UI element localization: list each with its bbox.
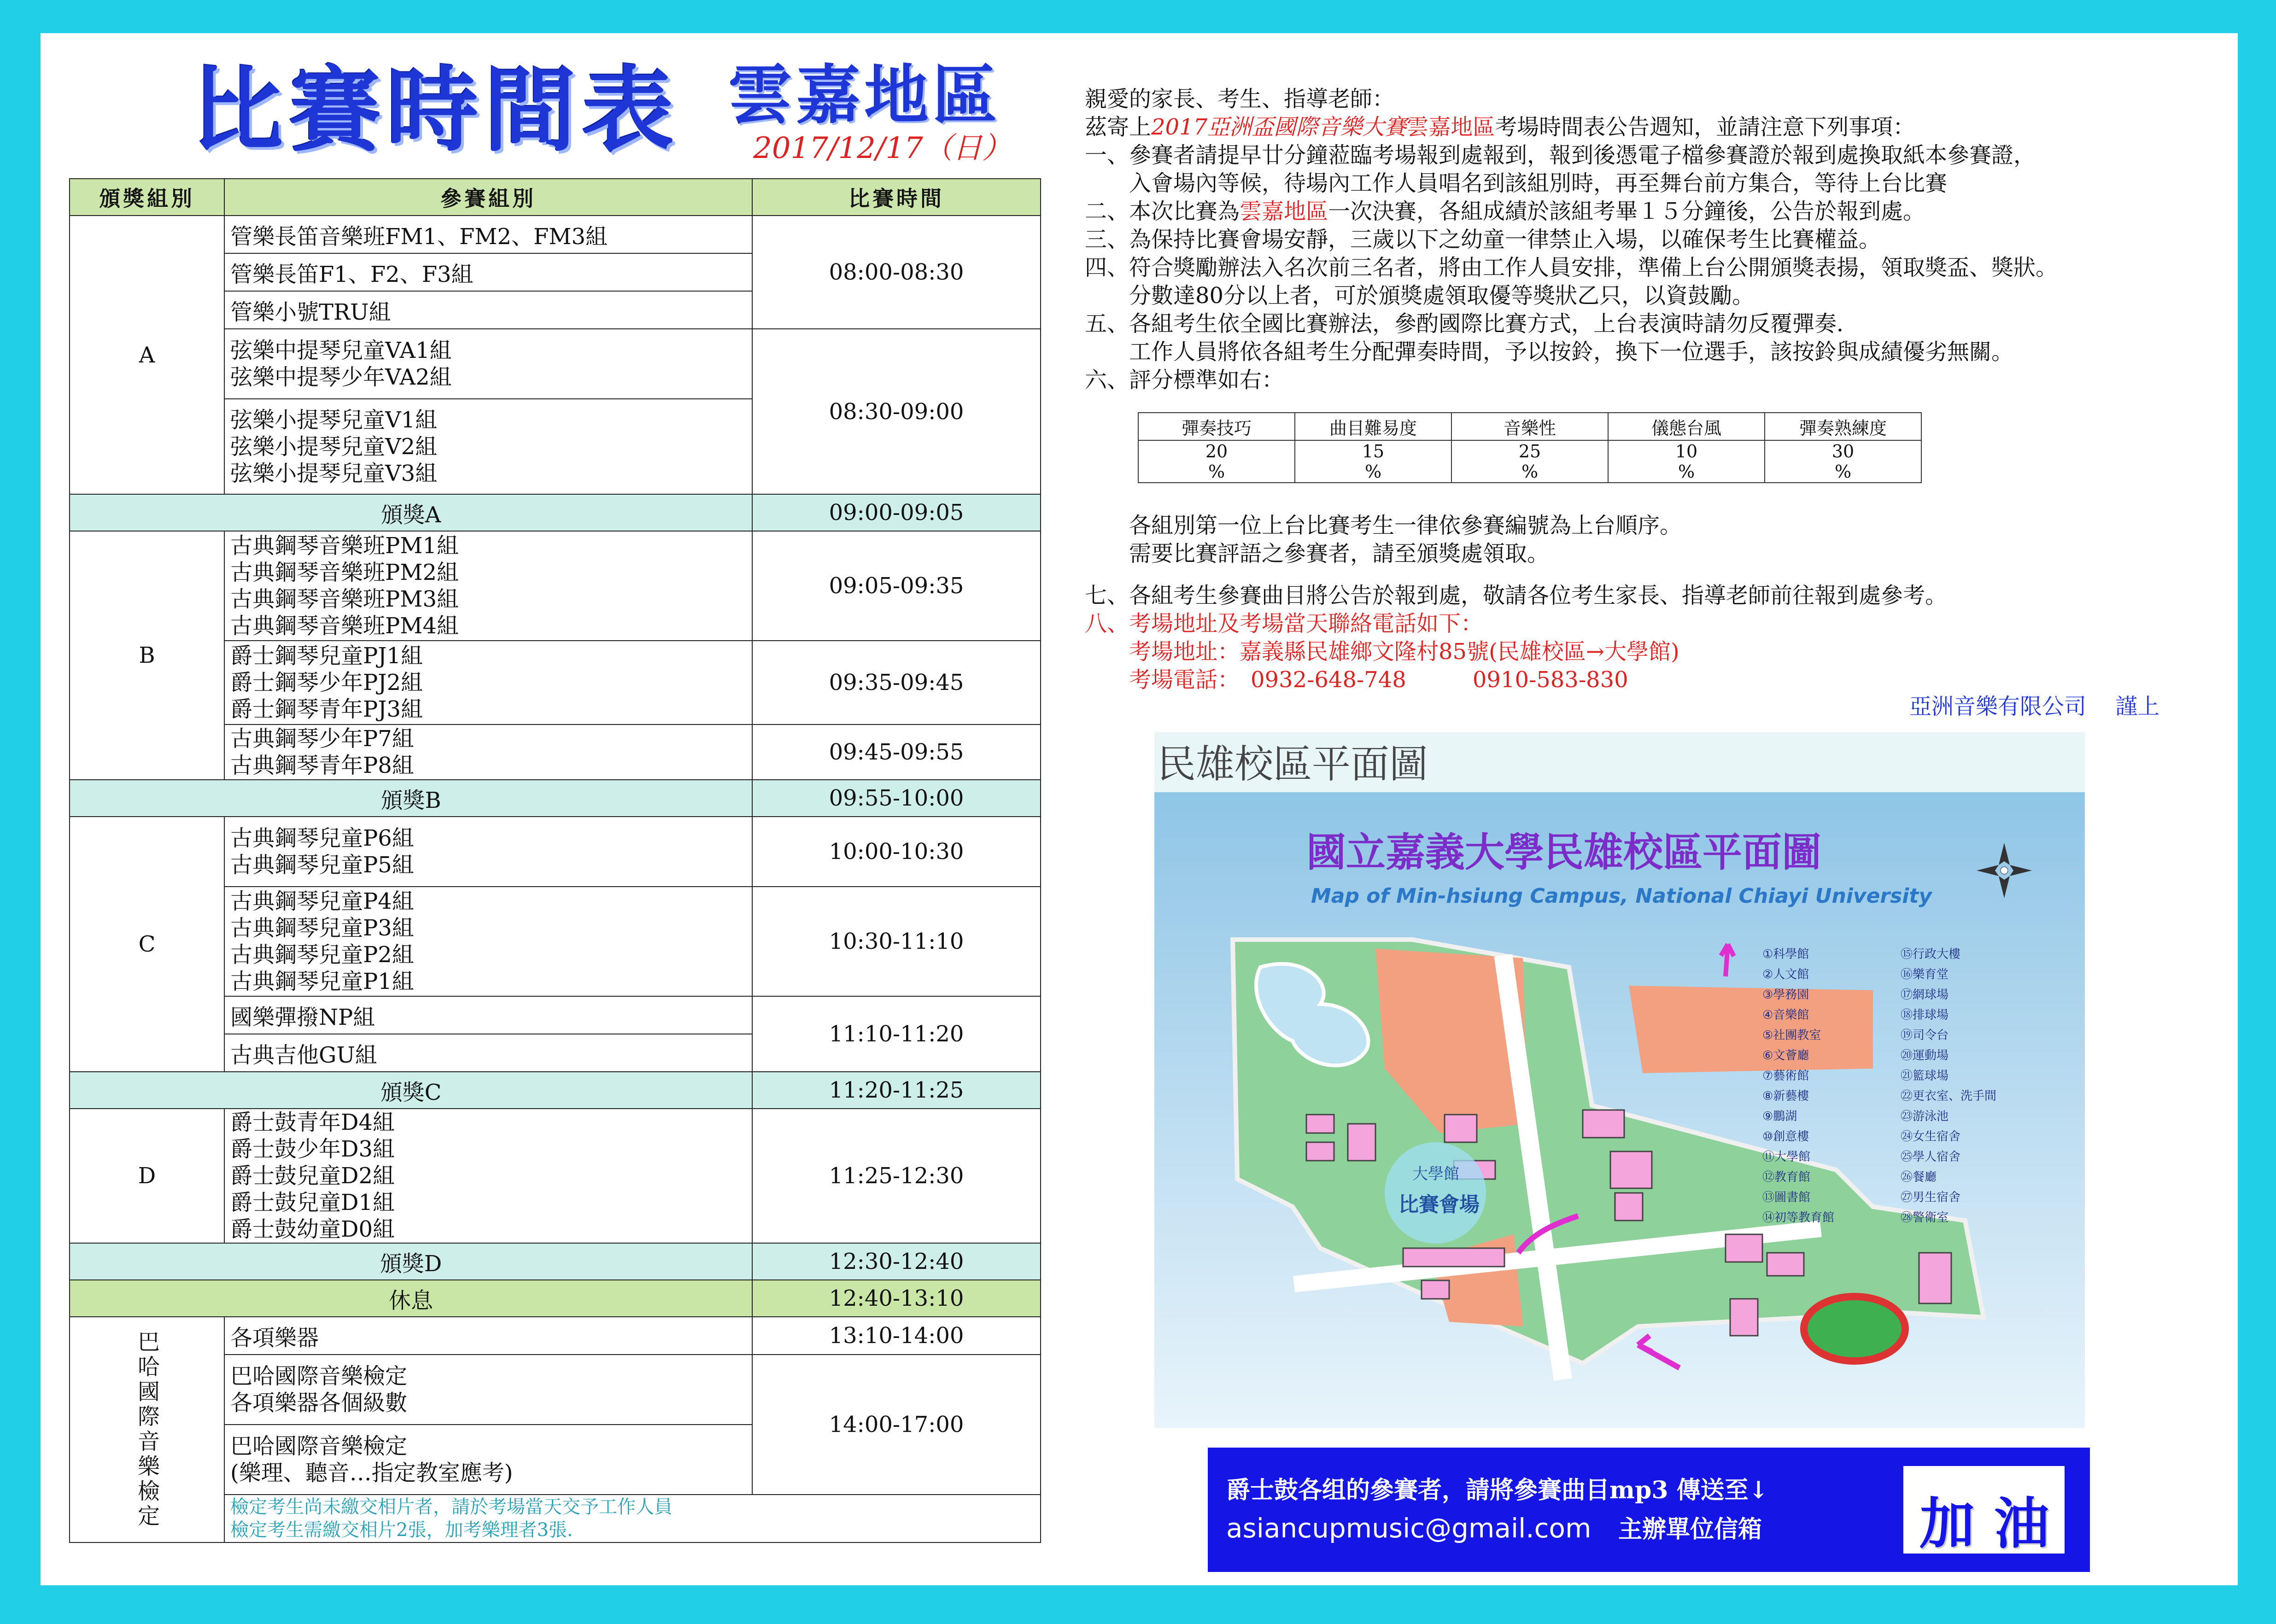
email-label: 主辦單位信箱 [1618, 1515, 1762, 1543]
svg-text:⑦藝術館: ⑦藝術館 [1762, 1069, 1809, 1083]
slot-time: 08:30-09:00 [752, 329, 1041, 494]
slot-time: 10:30-11:10 [752, 887, 1041, 996]
svg-text:⑪大學館: ⑪大學館 [1762, 1150, 1811, 1164]
venue-building-label: 大學館 [1412, 1165, 1459, 1183]
slot-time: 08:00-08:30 [752, 216, 1041, 329]
list-item: 管樂長笛F1、F2、F3組 [224, 253, 752, 291]
award-label: 頒獎A [70, 494, 752, 531]
award-time: 09:00-09:05 [752, 494, 1041, 531]
score-weight: 20 % [1138, 440, 1295, 483]
venue-address: 考場地址：嘉義縣民雄鄉文隆村85號(民雄校區→大學館) [1085, 639, 1679, 665]
slot-time: 09:45-09:55 [752, 724, 1041, 780]
svg-text:⑬圖書館: ⑬圖書館 [1762, 1191, 1811, 1204]
notice-item-8: 八、考場地址及考場當天聯絡電話如下： [1085, 611, 1483, 637]
schedule-table [69, 178, 1041, 1543]
table-row [70, 1109, 1041, 1243]
score-weight: 10 % [1608, 440, 1765, 483]
list-item: 古典鋼琴少年P7組 古典鋼琴青年P8組 [224, 724, 752, 780]
svg-text:⑯樂育堂: ⑯樂育堂 [1901, 968, 1949, 981]
table-row [1138, 413, 1921, 440]
map-title-zh: 國立嘉義大學民雄校區平面圖 [1306, 830, 1821, 876]
group-label-a: A [70, 216, 224, 494]
svg-text:㉓游泳池: ㉓游泳池 [1901, 1110, 1949, 1123]
score-criterion: 曲目難易度 [1295, 413, 1451, 440]
venue-phone: 考場電話： 0932-648-748 0910-583-830 [1085, 667, 1628, 693]
exam-label-cell [70, 1317, 224, 1542]
score-criterion: 音樂性 [1451, 413, 1608, 440]
list-item: 古典鋼琴兒童P4組 古典鋼琴兒童P3組 古典鋼琴兒童P2組 古典鋼琴兒童P1組 [224, 887, 752, 996]
campus-plot [1629, 986, 1873, 1073]
exam-label: 巴哈國際音樂檢定 [134, 1330, 160, 1529]
campus-map-heading: 民雄校區平面圖 [1157, 742, 1428, 787]
slot-time: 11:25-12:30 [752, 1109, 1041, 1243]
notice-item: 三、為保持比賽會場安靜，三歲以下之幼童一律禁止入場，以確保考生比賽權益。 [1085, 227, 1881, 252]
slot-time: 14:00-17:00 [752, 1355, 1041, 1495]
item2-prefix: 二、本次比賽為 [1085, 199, 1240, 224]
svg-text:㉑籃球場: ㉑籃球場 [1901, 1069, 1949, 1083]
campus-map [1154, 792, 2085, 1428]
award-time: 11:20-11:25 [752, 1072, 1041, 1109]
exam-notes [224, 1495, 1041, 1542]
svg-text:㉕學人宿舍: ㉕學人宿舍 [1901, 1150, 1961, 1164]
intro-event: 2017亞洲盃國際音樂大賽 [1151, 114, 1407, 140]
svg-text:⑮行政大樓: ⑮行政大樓 [1901, 947, 1961, 961]
break-label: 休息 [70, 1280, 752, 1317]
list-item: 爵士鼓青年D4組 爵士鼓少年D3組 爵士鼓兒童D2組 爵士鼓兒童D1組 爵士鼓幼童D0組 [224, 1109, 752, 1243]
notice-after-score: 需要比賽評語之參賽者，請至頒獎處領取。 [1085, 541, 1550, 567]
intro-suffix: 考場時間表公告週知，並請注意下列事項： [1495, 114, 1915, 140]
svg-text:②人文館: ②人文館 [1762, 968, 1809, 981]
slot-time: 13:10-14:00 [752, 1317, 1041, 1355]
group-label-c: C [70, 817, 224, 1072]
award-label: 頒獎D [70, 1243, 752, 1280]
group-label-d: D [70, 1109, 224, 1243]
intro-region: 雲嘉地區 [1406, 114, 1495, 140]
notice-item: 五、各組考生依全國比賽辦法，參酌國際比賽方式，上台表演時請勿反覆彈奏． [1085, 311, 1859, 337]
slot-time: 10:00-10:30 [752, 817, 1041, 887]
svg-text:⑳運動場: ⑳運動場 [1901, 1049, 1949, 1063]
intro-line [1085, 113, 2213, 141]
score-weight: 25 % [1451, 440, 1608, 483]
svg-text:㉘警衛室: ㉘警衛室 [1901, 1211, 1949, 1225]
svg-text:㉗男生宿舍: ㉗男生宿舍 [1901, 1191, 1961, 1204]
svg-text:⑲司令台: ⑲司令台 [1901, 1028, 1949, 1042]
table-row [70, 1317, 1041, 1355]
slot-time: 09:35-09:45 [752, 641, 1041, 724]
svg-text:⑩創意樓: ⑩創意樓 [1762, 1130, 1809, 1144]
list-item: 管樂小號TRU組 [224, 291, 752, 329]
item2-suffix: 一次決賽，各組成績於該組考畢１５分鐘後，公告於報到處。 [1328, 199, 1925, 224]
notice-after-score: 各組別第一位上台比賽考生一律依參賽編號為上台順序。 [1085, 513, 1682, 538]
list-item: 古典鋼琴音樂班PM1組 古典鋼琴音樂班PM2組 古典鋼琴音樂班PM3組 古典鋼琴音樂班PM4組 [224, 531, 752, 641]
notice-item-7: 七、各組考生參賽曲目將公告於報到處，敬請各位考生家長、指導老師前往報到處參考。 [1085, 583, 1948, 608]
header-time: 比賽時間 [752, 179, 1041, 216]
svg-text:⑤社團教室: ⑤社團教室 [1762, 1028, 1821, 1042]
banner-text: 爵士鼓各组的參賽者，請將參賽曲目mp3 傳送至↓ [1226, 1476, 1769, 1504]
svg-text:④音樂館: ④音樂館 [1762, 1008, 1809, 1022]
banner-email-line [1226, 1510, 1762, 1544]
page-title: 比賽時間表 [191, 57, 680, 164]
svg-text:⑧新藝樓: ⑧新藝樓 [1762, 1089, 1809, 1103]
slot-time: 09:05-09:35 [752, 531, 1041, 641]
table-header-row [70, 179, 1041, 216]
group-label-b: B [70, 531, 224, 780]
award-label: 頒獎C [70, 1072, 752, 1109]
svg-text:㉔女生宿舍: ㉔女生宿舍 [1901, 1130, 1961, 1144]
list-item: 管樂長笛音樂班FM1、FM2、FM3組 [224, 216, 752, 253]
award-row [70, 780, 1041, 817]
svg-text:⑱排球場: ⑱排球場 [1901, 1008, 1949, 1022]
map-title-en: Map of Min-hsiung Campus, National Chiayi University [1311, 884, 1932, 908]
list-item: 古典吉他GU組 [224, 1034, 752, 1072]
event-date: 2017/12/17（日） [753, 131, 1012, 165]
award-label: 頒獎B [70, 780, 752, 817]
list-item: 國樂彈撥NP組 [224, 996, 752, 1034]
list-item: 古典鋼琴兒童P6組 古典鋼琴兒童P5組 [224, 817, 752, 887]
scoring-table [1138, 412, 1922, 483]
notice-letter [1085, 85, 2213, 694]
region-title: 雲嘉地區 [728, 58, 1001, 133]
svg-text:⑨鵬湖: ⑨鵬湖 [1762, 1110, 1797, 1123]
list-item: 巴哈國際音樂檢定 各項樂器各個級數 [224, 1355, 752, 1425]
svg-text:⑭初等教育館: ⑭初等教育館 [1762, 1211, 1835, 1225]
award-row [70, 1072, 1041, 1109]
exam-note: 檢定考生需繳交相片2張，加考樂理者3張. [230, 1519, 573, 1541]
notice-item: 工作人員將依各組考生分配彈奏時間，予以按鈴，換下一位選手，該按鈴與成績優劣無關。 [1085, 339, 2014, 365]
venue-label: 比賽會場 [1398, 1193, 1480, 1216]
svg-text:㉒更衣室、洗手間: ㉒更衣室、洗手間 [1901, 1089, 1997, 1103]
contact-email[interactable]: asiancupmusic@gmail.com [1226, 1513, 1591, 1544]
break-time: 12:40-13:10 [752, 1280, 1041, 1317]
cheer-text: 加 油 [1919, 1492, 2049, 1556]
score-criterion: 彈奏技巧 [1138, 413, 1295, 440]
list-item: 弦樂小提琴兒童V1組 弦樂小提琴兒童V2組 弦樂小提琴兒童V3組 [224, 399, 752, 494]
score-criterion: 儀態台風 [1608, 413, 1765, 440]
intro-prefix: 茲寄上 [1085, 114, 1152, 140]
notice-item: 分數達80分以上者，可於頒獎處領取優等獎狀乙只，以資鼓勵。 [1085, 283, 1755, 309]
sports-track [1804, 1297, 1905, 1361]
submission-banner [1208, 1448, 2090, 1572]
svg-text:⑰網球場: ⑰網球場 [1901, 988, 1949, 1002]
list-item: 各項樂器 [224, 1317, 752, 1355]
notice-item: 一、參賽者請提早廿分鐘蒞臨考場報到處報到，報到後憑電子檔參賽證於報到處換取紙本參賽證， [1085, 142, 2036, 168]
header-award-group: 頒獎組別 [70, 179, 224, 216]
award-row [70, 1243, 1041, 1280]
svg-text:⑫教育館: ⑫教育館 [1762, 1170, 1811, 1184]
slot-time: 11:10-11:20 [752, 996, 1041, 1072]
exam-note: 檢定考生尚未繳交相片者，請於考場當天交予工作人員 [230, 1496, 673, 1518]
svg-text:⑥文薈廳: ⑥文薈廳 [1762, 1049, 1809, 1063]
award-time: 12:30-12:40 [752, 1243, 1041, 1280]
item2-region: 雲嘉地區 [1240, 199, 1328, 224]
table-row [70, 531, 1041, 641]
table-row [70, 216, 1041, 253]
award-time: 09:55-10:00 [752, 780, 1041, 817]
list-item: 爵士鋼琴兒童PJ1組 爵士鋼琴少年PJ2組 爵士鋼琴青年PJ3組 [224, 641, 752, 724]
svg-text:㉖餐廳: ㉖餐廳 [1901, 1170, 1937, 1184]
score-criterion: 彈奏熟練度 [1765, 413, 1921, 440]
award-row [70, 494, 1041, 531]
list-item: 巴哈國際音樂檢定 (樂理、聽音…指定教室應考) [224, 1425, 752, 1495]
notice-item: 四、符合獎勵辦法入名次前三名者，將由工作人員安排，準備上台公開頒獎表揚，領取獎盃、獎狀。 [1085, 255, 2058, 280]
signoff: 亞洲音樂有限公司 謹上 [1909, 694, 2160, 719]
svg-text:①科學館: ①科學館 [1762, 947, 1809, 961]
list-item: 弦樂中提琴兒童VA1組 弦樂中提琴少年VA2組 [224, 329, 752, 399]
table-row [70, 817, 1041, 887]
svg-text:③學務園: ③學務園 [1762, 988, 1809, 1002]
break-row [70, 1280, 1041, 1317]
greeting: 親愛的家長、考生、指導老師： [1085, 86, 1395, 112]
score-weight: 30 % [1765, 440, 1921, 483]
notice-item-2 [1085, 198, 2213, 226]
header-contest-group: 參賽組別 [224, 179, 752, 216]
notice-item: 六、評分標準如右： [1085, 367, 1284, 393]
table-row [1138, 440, 1921, 483]
spacer [1085, 568, 2213, 582]
notice-item: 入會場內等候，待場內工作人員唱名到該組別時，再至舞台前方集合，等待上台比賽 [1085, 170, 1948, 196]
score-weight: 15 % [1295, 440, 1451, 483]
